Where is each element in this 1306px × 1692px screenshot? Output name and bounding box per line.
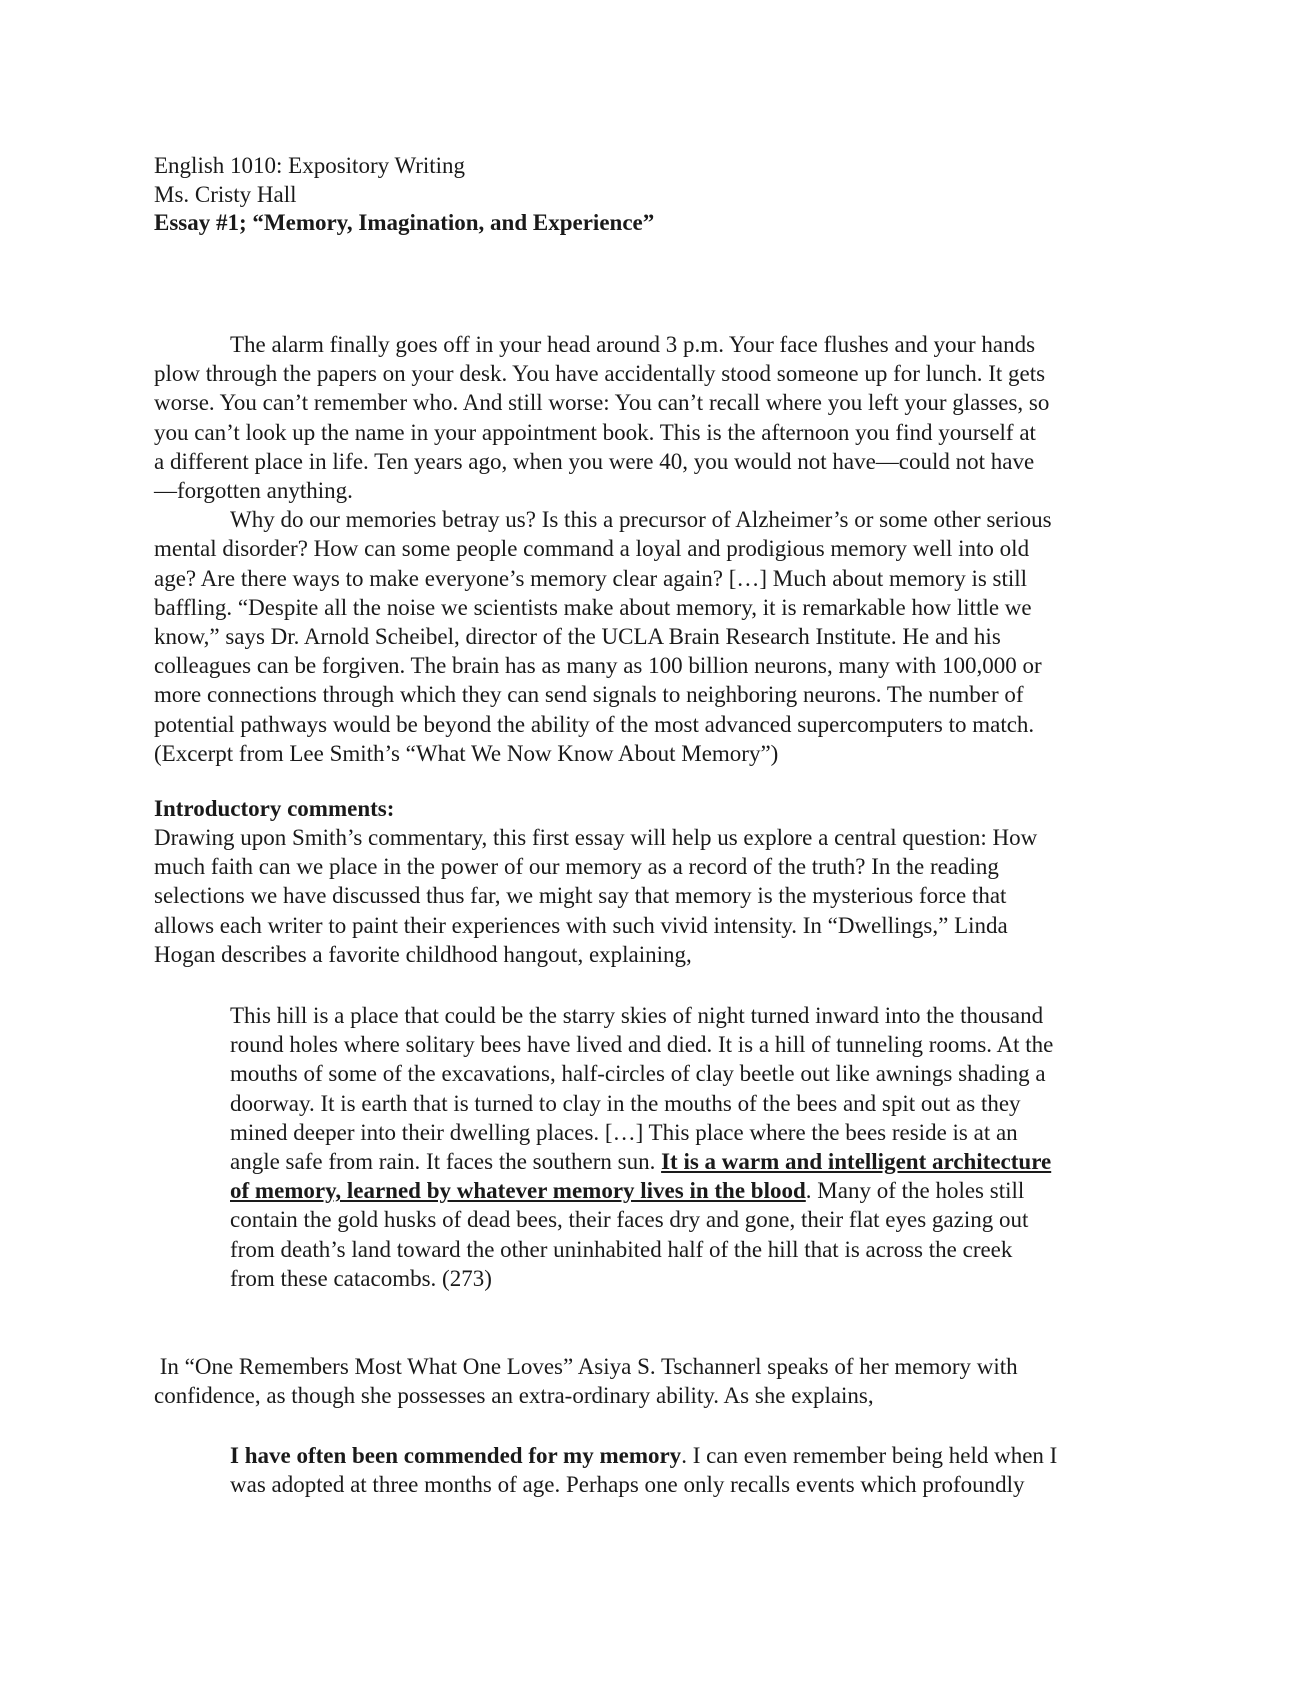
quote-line: mouths of some of the excavations, half-circles of clay beetle out like awnings shading a	[230, 1061, 1046, 1087]
excerpt-line: plow through the papers on your desk. You have accidentally stood someone up for lunch. It gets	[154, 361, 1046, 387]
excerpt-line: you can’t look up the name in your appointment book. This is the afternoon you find yourself at	[154, 419, 1036, 445]
excerpt-line: The alarm finally goes off in your head around 3 p.m. Your face flushes and your hands	[230, 332, 1036, 357]
excerpt-citation: (Excerpt from Lee Smith’s “What We Now Know About Memory”)	[154, 740, 779, 766]
excerpt-paragraph-1	[154, 330, 1154, 505]
quote-line: contain the gold husks of dead bees, their faces dry and gone, their flat eyes gazing out	[230, 1207, 1029, 1233]
quote-line	[230, 1176, 1155, 1205]
excerpt-line: worse. You can’t remember who. And still worse: You can’t recall where you left your glasses, so	[154, 390, 1050, 416]
excerpt-line: potential pathways would be beyond the ability of the most advanced supercomputers to match.	[154, 711, 1035, 737]
document-header	[154, 152, 1154, 238]
quote-text: . I can even remember being held when I	[681, 1443, 1058, 1468]
quote-text: angle safe from rain. It faces the southern sun.	[230, 1149, 662, 1175]
hogan-block-quote	[230, 1001, 1155, 1293]
body-line: confidence, as though she possesses an extra-ordinary ability. As she explains,	[154, 1383, 874, 1409]
section-heading: Introductory comments:	[154, 796, 395, 821]
quote-line: was adopted at three months of age. Perhaps one only recalls events which profoundly	[230, 1472, 1025, 1498]
body-line: much faith can we place in the power of our memory as a record of the truth? In the reading	[154, 854, 999, 880]
instructor-name: Ms. Cristy Hall	[154, 181, 297, 207]
intro-comments-body	[154, 823, 1154, 969]
quote-citation: from these catacombs. (273)	[230, 1265, 492, 1291]
excerpt-line: more connections through which they can send signals to neighboring neurons. The number of	[154, 682, 1024, 708]
body-line: Drawing upon Smith’s commentary, this first essay will help us explore a central question: How	[154, 825, 1038, 850]
tschannerl-intro-paragraph	[154, 1352, 1154, 1410]
excerpt-line: age? Are there ways to make everyone’s memory clear again? […] Much about memory is still	[154, 565, 1028, 591]
emphasized-quote: I have often been commended for my memory	[230, 1443, 682, 1468]
emphasized-quote: It is a warm and intelligent architecture	[661, 1149, 1052, 1175]
tschannerl-block-quote	[230, 1441, 1155, 1499]
excerpt-line: colleagues can be forgiven. The brain has as many as 100 billion neurons, many with 100,000 or	[154, 653, 1042, 679]
course-title: English 1010: Expository Writing	[154, 153, 466, 178]
excerpt-line: —forgotten anything.	[154, 478, 353, 504]
body-line: Hogan describes a favorite childhood hangout, explaining,	[154, 941, 692, 967]
excerpt-line: Why do our memories betray us? Is this a precursor of Alzheimer’s or some other serious	[230, 507, 1052, 533]
excerpt-paragraph-2	[154, 505, 1154, 768]
quote-text: . Many of the holes still	[805, 1178, 1025, 1204]
quote-line: mined deeper into their dwelling places. […] This place where the bees reside is at an	[230, 1119, 1018, 1145]
quote-line	[230, 1441, 1155, 1470]
opening-excerpt	[154, 330, 1154, 768]
excerpt-line: a different place in life. Ten years ago, when you were 40, you would not have—could not have	[154, 448, 1035, 474]
essay-title: Essay #1; “Memory, Imagination, and Experience”	[154, 210, 655, 235]
quote-line: round holes where solitary bees have lived and died. It is a hill of tunneling rooms. At the	[230, 1032, 1054, 1058]
body-line: allows each writer to paint their experiences with such vivid intensity. In “Dwellings,” Linda	[154, 912, 1008, 938]
quote-line: doorway. It is earth that is turned to clay in the mouths of the bees and spit out as they	[230, 1090, 1021, 1116]
quote-line: This hill is a place that could be the starry skies of night turned inward into the thousand	[230, 1003, 1044, 1028]
quote-line	[230, 1147, 1155, 1176]
emphasized-quote: of memory, learned by whatever memory lives in the blood	[230, 1178, 806, 1204]
quote-line: from death’s land toward the other uninhabited half of the hill that is across the creek	[230, 1236, 1013, 1262]
excerpt-line: know,” says Dr. Arnold Scheibel, director of the UCLA Brain Research Institute. He and his	[154, 624, 1001, 650]
excerpt-line: baffling. “Despite all the noise we scientists make about memory, it is remarkable how little we	[154, 594, 1032, 620]
body-line: selections we have discussed thus far, we might say that memory is the mysterious force that	[154, 883, 1007, 909]
body-line: In “One Remembers Most What One Loves” Asiya S. Tschannerl speaks of her memory with	[154, 1354, 1018, 1379]
excerpt-line: mental disorder? How can some people command a loyal and prodigious memory well into old	[154, 536, 1030, 562]
